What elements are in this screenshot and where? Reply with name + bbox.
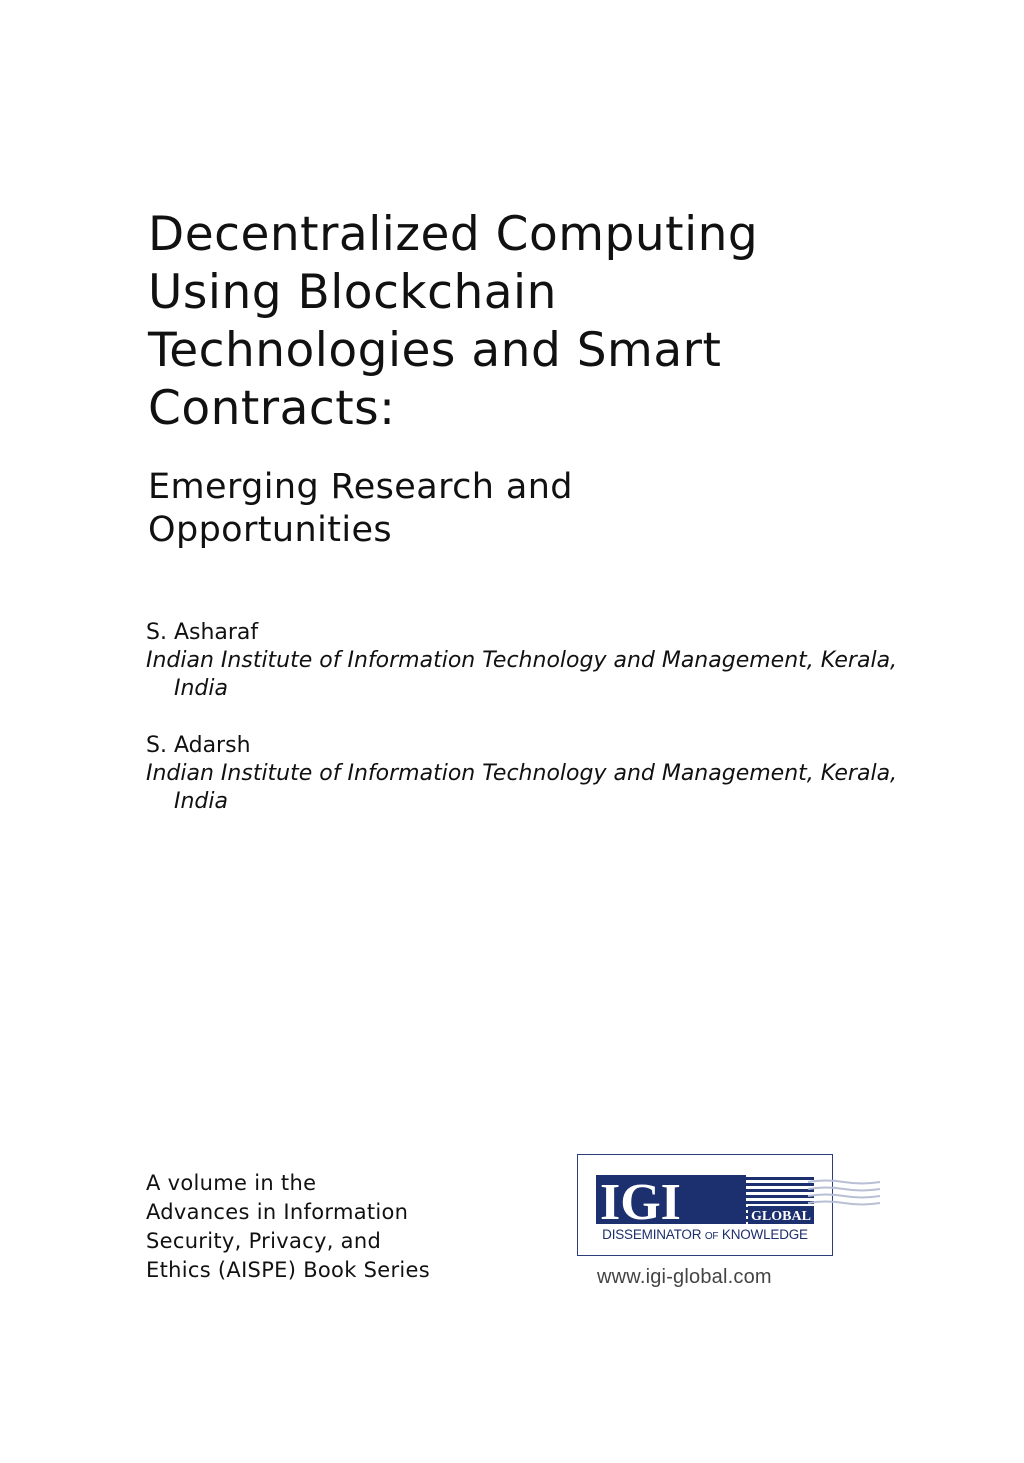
igi-global-logo-mark xyxy=(596,1173,816,1225)
author-name: S. Asharaf xyxy=(146,620,259,645)
author-affiliation: Indian Institute of Information Technology and Management, Kerala, India xyxy=(146,648,898,701)
author-entry xyxy=(146,732,906,816)
logo-igi-text: IGI xyxy=(600,1174,681,1225)
publisher-tagline xyxy=(578,1227,832,1242)
author-name: S. Adarsh xyxy=(146,733,251,758)
logo-wave-lines-icon xyxy=(808,1178,880,1208)
book-title xyxy=(148,206,908,438)
book-subtitle-line: Emerging Research and xyxy=(148,467,573,507)
book-series-note xyxy=(146,1169,466,1285)
tagline-part: DISSEMINATOR xyxy=(602,1227,702,1242)
series-line: Ethics (AISPE) Book Series xyxy=(146,1258,431,1282)
book-title-line: Contracts: xyxy=(148,381,396,436)
publisher-logo xyxy=(577,1154,833,1256)
book-title-line: Using Blockchain xyxy=(148,265,557,320)
publisher-website: www.igi-global.com xyxy=(597,1266,772,1288)
author-affiliation: Indian Institute of Information Technology and Management, Kerala, India xyxy=(146,761,898,814)
book-subtitle xyxy=(148,466,788,552)
book-title-line: Technologies and Smart xyxy=(148,323,722,378)
series-line: Security, Privacy, and xyxy=(146,1229,382,1253)
book-title-line: Decentralized Computing xyxy=(148,207,759,262)
logo-global-text: GLOBAL xyxy=(751,1209,811,1224)
series-line: Advances in Information xyxy=(146,1200,409,1224)
series-line: A volume in the xyxy=(146,1171,317,1195)
book-subtitle-line: Opportunities xyxy=(148,510,393,550)
tagline-part: KNOWLEDGE xyxy=(721,1227,808,1242)
author-entry xyxy=(146,619,906,703)
tagline-part: OF xyxy=(704,1231,719,1242)
